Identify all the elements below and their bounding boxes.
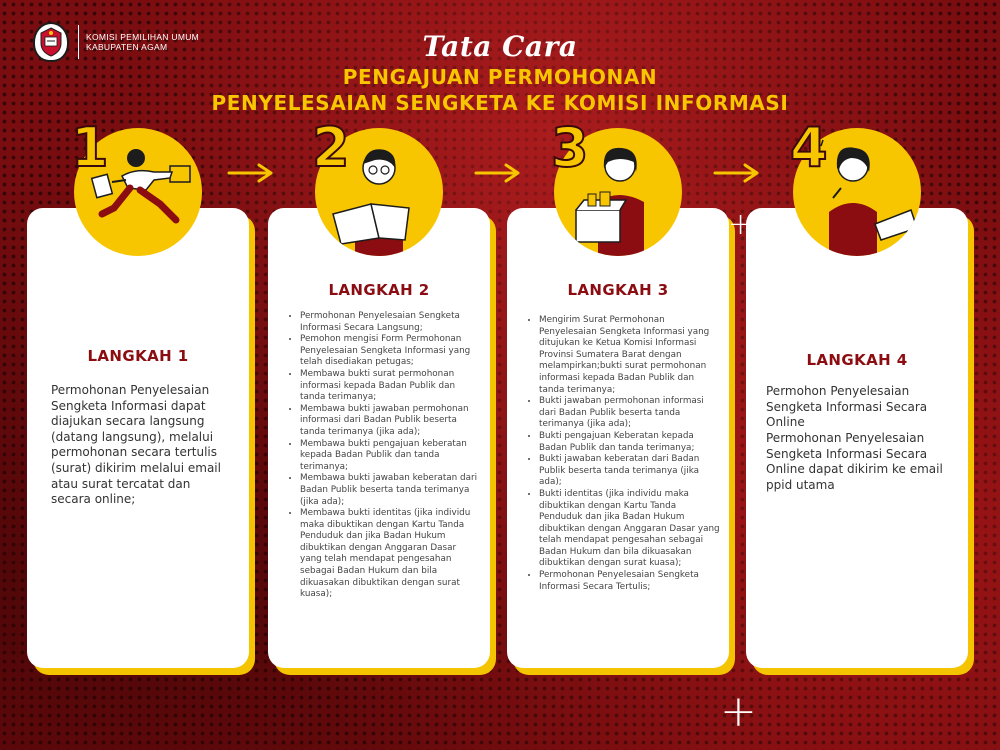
step-1: [27, 0, 249, 750]
step-heading: LANGKAH 4: [806, 351, 908, 369]
title-line-2: PENYELESAIAN SENGKETA KE KOMISI INFORMASI: [211, 91, 789, 115]
logo-line-2: KABUPATEN AGAM: [86, 42, 168, 52]
step-description: Permohonan Penyelesaian Sengketa Informasi dapat diajukan secara langsung (datang langsung), melalui permohonan secara tertulis (surat) dikirim melalui email atau surat tercatat dan secara online;: [51, 383, 221, 507]
logo-line-1: KOMISI PEMILIHAN UMUM: [86, 32, 200, 42]
step-number: 3: [551, 116, 589, 179]
step-number: 4: [790, 116, 828, 179]
list-item: • Bukti jawaban permohonan informasi dari Badan Publik beserta tanda terimanya (jika ada);: [539, 396, 721, 431]
list-item: • Bukti jawaban keberatan dari Badan Publik beserta tanda terimanya (jika ada);: [539, 454, 721, 489]
list-item: • Membawa bukti surat permohonan informasi kepada Badan Publik dan tanda terimanya;: [300, 369, 480, 404]
plus-sparkle-icon: +: [720, 686, 757, 737]
list-item: • Permohonan Penyelesaian Sengketa Informasi Secara Langsung;: [300, 311, 480, 334]
step-description-2: Permohonan Penyelesaian Sengketa Informasi Secara Online dapat dikirim ke email ppid utama: [766, 431, 943, 492]
step-heading: LANGKAH 2: [328, 281, 430, 299]
step-number: 1: [71, 116, 109, 179]
step-number: 2: [312, 116, 350, 179]
title-line-1: PENGAJUAN PERMOHONAN: [342, 65, 658, 89]
list-item: • Bukti identitas (jika individu maka dibuktikan dengan Kartu Tanda Penduduk dan jika Badan Hukum dibuktikan dengan Anggaran Dasar yang telah mendapat pengesahan sebagai Badan Hukum dan bila dikuasakan dibuktikan dengan surat kuasa);: [539, 489, 721, 570]
list-item: • Membawa bukti jawaban keberatan dari Badan Publik beserta tanda terimanya (jika ada);: [300, 473, 480, 508]
step-4: [746, 0, 968, 750]
list-item: • Permohonan Penyelesaian Sengketa Informasi Secara Tertulis;: [539, 570, 721, 593]
step-bullet-list: [300, 311, 480, 601]
list-item: • Mengirim Surat Permohonan Penyelesaian Sengketa Informasi yang ditujukan ke Ketua Komisi Informasi Provinsi Sumatera Barat dengan melampirkan;bukti surat permohonan informasi kepada Badan Publik dan tanda terimanya;: [539, 315, 721, 396]
step-bullet-list: [539, 315, 721, 593]
plus-sparkle-icon: +: [728, 207, 754, 242]
step-heading: LANGKAH 3: [567, 281, 669, 299]
list-item: • Bukti pengajuan Keberatan kepada Badan Publik dan tanda terimanya;: [539, 431, 721, 454]
list-item: • Membawa bukti pengajuan keberatan kepada Badan Publik dan tanda terimanya;: [300, 439, 480, 474]
step-3: [507, 0, 729, 750]
list-item: • Membawa bukti identitas (jika individu maka dibuktikan dengan Kartu Tanda Penduduk dan jika Badan Hukum dibuktikan dengan Anggaran Dasar yang telah mendapat pengesahan sebagai Badan Hukum dan bila dikuasakan dibuktikan dengan surat kuasa);: [300, 508, 480, 601]
list-item: • Membawa bukti jawaban permohonan informasi dari Badan Publik beserta tanda terimanya (jika ada);: [300, 404, 480, 439]
step-description: Permohon Penyelesaian Sengketa Informasi Secara Online: [766, 384, 928, 430]
list-item: • Pemohon mengisi Form Permohonan Penyelesaian Sengketa Informasi yang telah disediakan petugas;: [300, 334, 480, 369]
step-heading: LANGKAH 1: [87, 347, 189, 365]
step-2: [268, 0, 490, 750]
title-script: Tata Cara: [422, 30, 578, 63]
